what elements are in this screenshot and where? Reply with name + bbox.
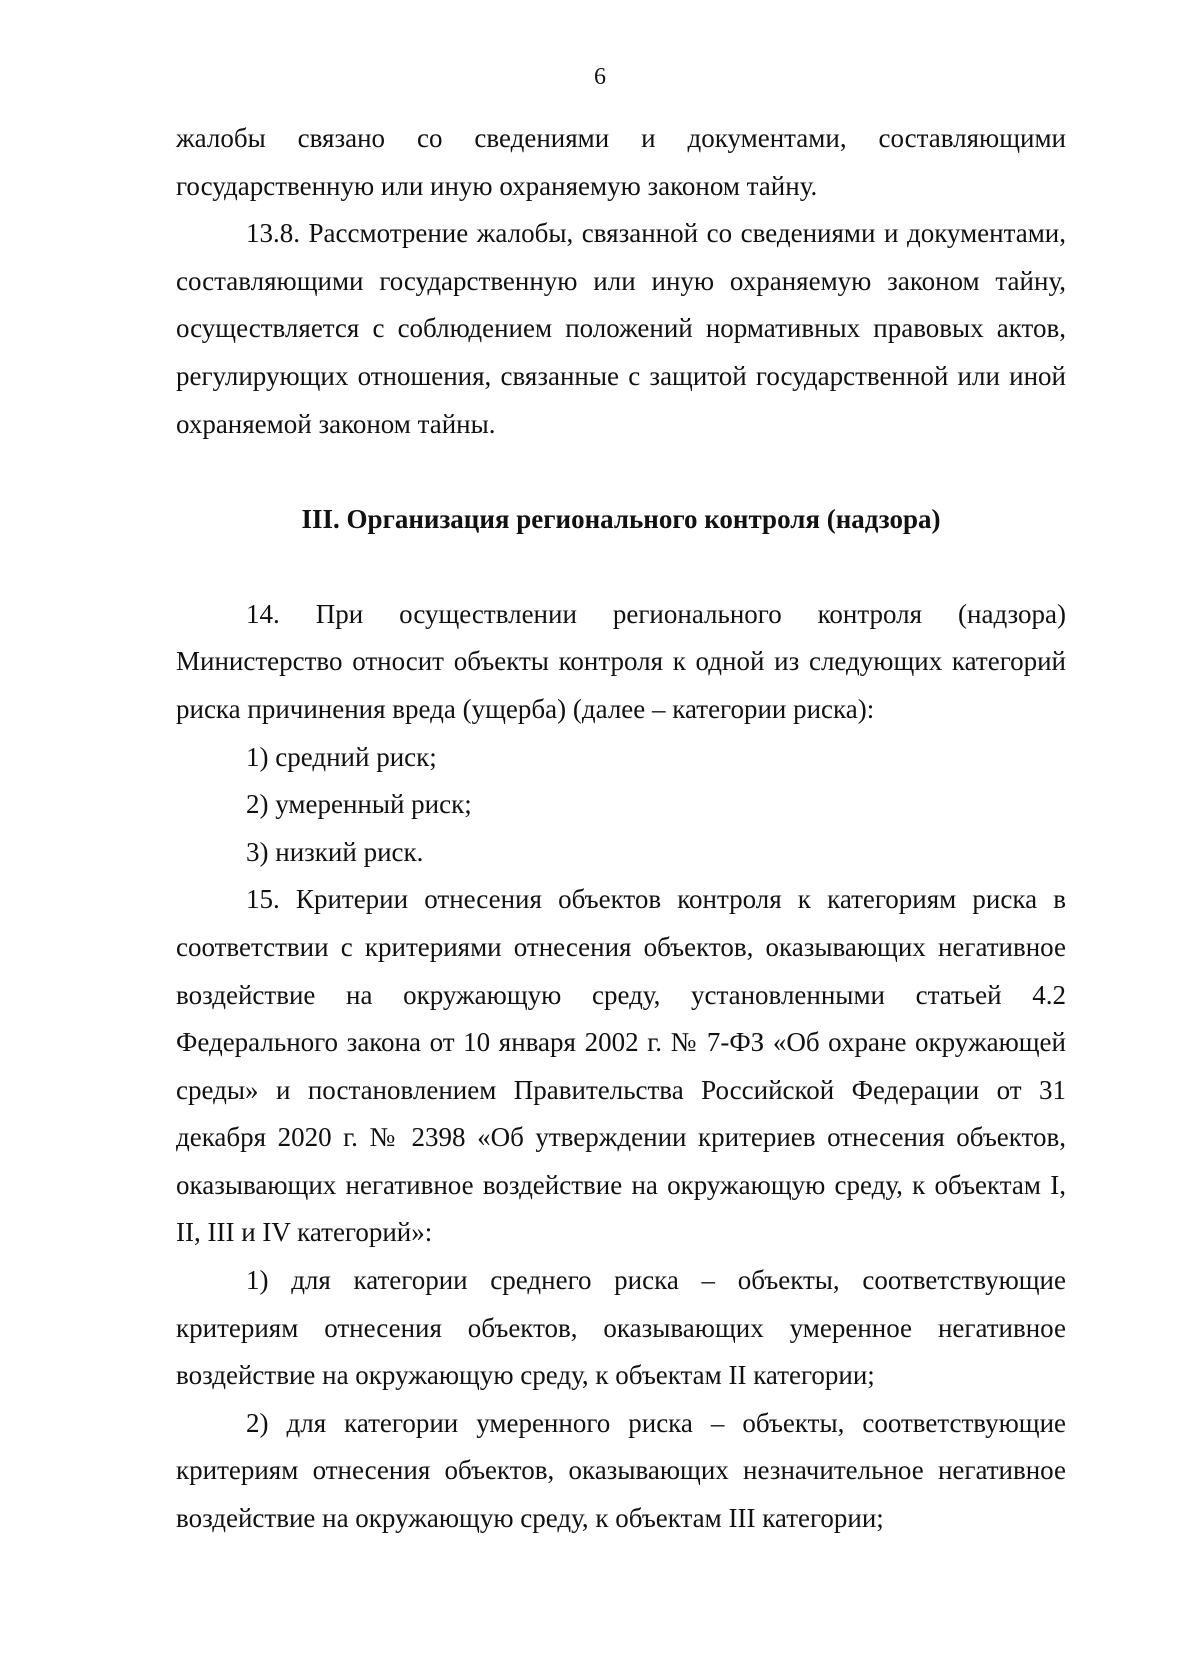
paragraph-continuation: жалобы связано со сведениями и документами, составляющими государственную или иную охраняемую законом тайну. — [176, 123, 1066, 201]
paragraph-15-1: 1) для категории среднего риска – объекты, соответствующие критериям отнесения объектов, оказывающих умеренное негативное воздействие на окружающую среду, к объектам II категории; — [176, 1265, 1066, 1391]
list-item-risk-medium: 1) средний риск; — [246, 741, 437, 772]
paragraph-14: 14. При осуществлении регионального контроля (надзора) Министерство относит объекты контроля к одной из следующих категорий риска причинения вреда (ущерба) (далее – категории риска): — [176, 598, 1066, 724]
page-number: 6 — [594, 64, 606, 90]
paragraph-13-8: 13.8. Рассмотрение жалобы, связанной со сведениями и документами, составляющими государственную или иную охраняемую законом тайну, осуществляется с соблюдением положений нормативных правовых актов, регулирующих отношения, связанные с защитой государственной или иной охраняемой законом тайны. — [176, 218, 1066, 439]
paragraph-15: 15. Критерии отнесения объектов контроля к категориям риска в соответствии с критериями отнесения объектов, оказывающих негативное воздействие на окружающую среду, установленными статьей 4.2 Федерального закона от 10 января 2002 г. № 7-ФЗ «Об охране окружающей среды» и постановлением Правительства Российской Федерации от 31 декабря 2020 г. № 2398 «Об утверждении критериев отнесения объектов, оказывающих негативное воздействие на окружающую среду, к объектам I, II, III и IV категорий»: — [176, 884, 1066, 1248]
paragraph-15-2: 2) для категории умеренного риска – объекты, соответствующие критериям отнесения объектов, оказывающих незначительное негативное воздействие на окружающую среду, к объектам III категории; — [176, 1407, 1066, 1534]
list-item-risk-low: 3) низкий риск. — [246, 836, 424, 867]
list-item-risk-moderate: 2) умеренный риск; — [246, 789, 472, 820]
document-body — [176, 115, 1066, 1543]
section-heading: III. Организация регионального контроля (надзора) — [301, 504, 941, 535]
